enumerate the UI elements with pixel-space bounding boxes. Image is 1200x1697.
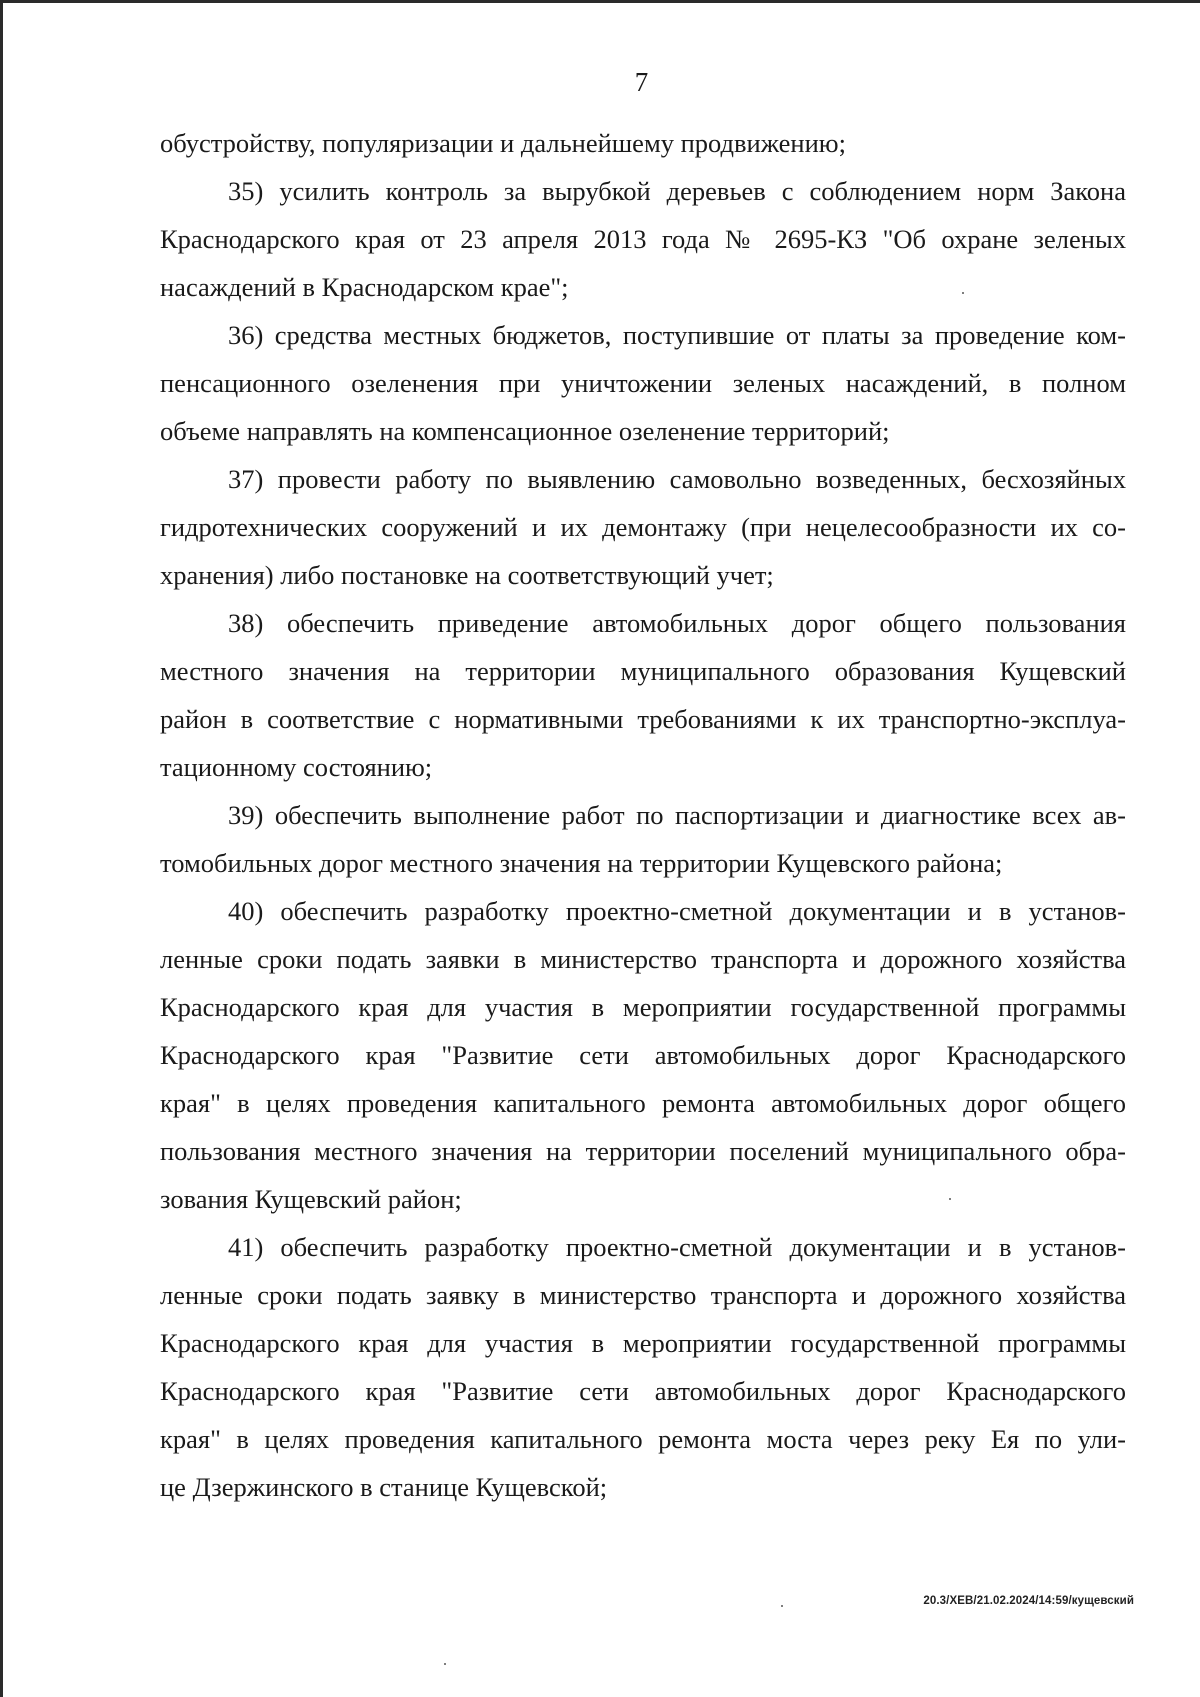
text-line: 35) усилить контроль за вырубкой деревьев с соблюдением норм Закона bbox=[228, 176, 1126, 206]
paragraph-p36 bbox=[160, 311, 1126, 455]
paragraph-p35 bbox=[160, 167, 1126, 311]
text-line: 38) обеспечить приведение автомобильных дорог общего пользования bbox=[228, 608, 1126, 638]
text-line: Краснодарского края "Развитие сети автомобильных дорог Краснодарского bbox=[160, 1376, 1126, 1406]
paragraph-p40 bbox=[160, 887, 1126, 1223]
text-line: гидротехнических сооружений и их демонтажу (при нецелесообразности их со- bbox=[160, 512, 1126, 542]
scan-speck bbox=[444, 1663, 446, 1665]
scan-edge-left bbox=[0, 0, 3, 1697]
text-line: обустройству, популяризации и дальнейшему продвижению; bbox=[160, 128, 846, 158]
text-line: зования Кущевский район; bbox=[160, 1184, 462, 1214]
paragraph-p37 bbox=[160, 455, 1126, 599]
text-line: Краснодарского края для участия в мероприятии государственной программы bbox=[160, 992, 1126, 1022]
text-line: насаждений в Краснодарском крае"; bbox=[160, 272, 569, 302]
paragraph-p38 bbox=[160, 599, 1126, 791]
paragraph-p39 bbox=[160, 791, 1126, 887]
text-line: 36) средства местных бюджетов, поступившие от платы за проведение ком- bbox=[228, 320, 1126, 350]
text-line: ленные сроки подать заявку в министерство транспорта и дорожного хозяйства bbox=[160, 1280, 1126, 1310]
scan-speck bbox=[962, 292, 964, 294]
paragraph-p0 bbox=[160, 119, 1126, 167]
text-line: Краснодарского края от 23 апреля 2013 года № 2695-КЗ "Об охране зеленых bbox=[160, 224, 1126, 254]
text-line: це Дзержинского в станице Кущевской; bbox=[160, 1472, 608, 1502]
paragraph-p41 bbox=[160, 1223, 1126, 1511]
text-line: Краснодарского края "Развитие сети автомобильных дорог Краснодарского bbox=[160, 1040, 1126, 1070]
document-body bbox=[160, 119, 1126, 1511]
scan-speck bbox=[781, 1605, 783, 1607]
text-line: район в соответствие с нормативными требованиями к их транспортно-эксплуа- bbox=[160, 704, 1126, 734]
text-line: 37) провести работу по выявлению самовольно возведенных, бесхозяйных bbox=[228, 464, 1126, 494]
text-line: 41) обеспечить разработку проектно-сметной документации и в установ- bbox=[228, 1232, 1126, 1262]
text-line: пользования местного значения на территории поселений муниципального обра- bbox=[160, 1136, 1126, 1166]
text-line: объеме направлять на компенсационное озеленение территорий; bbox=[160, 416, 890, 446]
text-line: края" в целях проведения капитального ремонта автомобильных дорог общего bbox=[160, 1088, 1126, 1118]
text-line: хранения) либо постановке на соответствующий учет; bbox=[160, 560, 774, 590]
text-line: 40) обеспечить разработку проектно-сметной документации и в установ- bbox=[228, 896, 1126, 926]
text-line: пенсационного озеленения при уничтожении зеленых насаждений, в полном bbox=[160, 368, 1126, 398]
text-line: ленные сроки подать заявки в министерство транспорта и дорожного хозяйства bbox=[160, 944, 1126, 974]
text-line: тационному состоянию; bbox=[160, 752, 433, 782]
page-number: 7 bbox=[634, 67, 649, 97]
text-line: томобильных дорог местного значения на территории Кущевского района; bbox=[160, 848, 1003, 878]
footer-document-id: 20.3/ХЕВ/21.02.2024/14:59/кущевский bbox=[923, 1595, 1134, 1607]
text-line: Краснодарского края для участия в мероприятии государственной программы bbox=[160, 1328, 1126, 1358]
scan-speck bbox=[949, 1198, 951, 1200]
text-line: 39) обеспечить выполнение работ по паспортизации и диагностике всех ав- bbox=[228, 800, 1126, 830]
text-line: края" в целях проведения капитального ремонта моста через реку Ея по ули- bbox=[160, 1424, 1126, 1454]
scan-edge-top bbox=[0, 0, 1200, 3]
text-line: местного значения на территории муниципального образования Кущевский bbox=[160, 656, 1126, 686]
